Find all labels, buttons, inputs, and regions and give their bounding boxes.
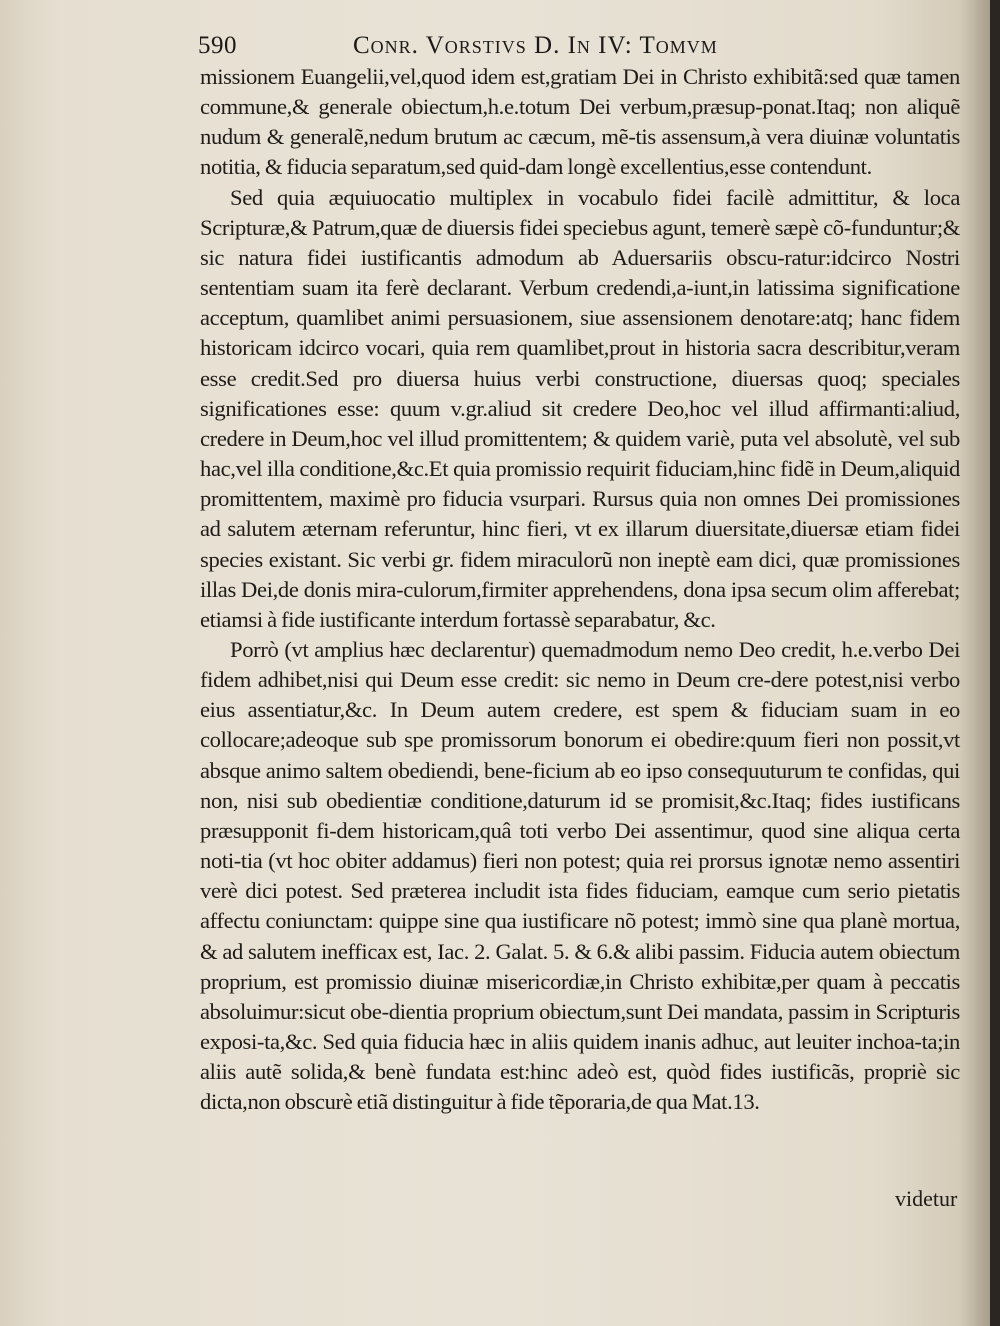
text-block [200,62,960,1117]
page-header [198,32,958,64]
running-title: Conr. Vorstivs D. In IV: Tomvm [353,32,718,59]
catchword: videtur [895,1186,958,1211]
paragraph-3: Porrò (vt amplius hæc declarentur) quemadmodum nemo Deo credit, h.e.verbo Dei fidem adhibet,nisi qui Deum esse credit: sic nemo in Deum cre-dere potest,nisi verbo eius assentiatur,&c. In Deum autem credere, est spem & fiduciam suam in eo collocare;adeoque sub spe promissorum bonorum ei obedire:quum fieri non possit,vt absque animo saltem obediendi, bene-ficium ab eo ipso consequuturum te confidas, qui non, nisi sub obedientiæ conditione,daturum id se promisit,&c.Itaq; fides iustificans præsupponit fi-dem historicam,quâ toti verbo Dei assentimur, quod sine aliqua certa noti-tia (vt hoc obiter addamus) fieri non potest; quia rei prorsus ignotæ nemo assentiri verè dici potest. Sed præterea includit ista fides fiduciam, eamque cum serio pietatis affectu coniunctam: quippe sine qua iustificare nõ potest; immò sine qua planè mortua, & ad salutem inefficax est, Iac. 2. Galat. 5. & 6.& alibi passim. Fiducia autem obiectum proprium, est promissio diuinæ misericordiæ,in Christo exhibitæ,per quam à peccatis absoluimur:sicut obe-dientia proprium obiectum,sunt Dei mandata, passim in Scripturis exposi-ta,&c. Sed quia fiducia hæc in aliis quidem inanis adhuc, aut leuiter inchoa-ta;in aliis autẽ solida,& benè fundata est:hinc adeò est, quòd fides iustificãs, propriè sic dicta,non obscurè etiã distinguitur à fide tẽporaria,de qua Mat.13. [200,636,960,1115]
paragraph-2: Sed quia æquiuocatio multiplex in vocabulo fidei facilè admittitur, & loca Scripturæ,& Patrum,quæ de diuersis fidei speciebus agunt, temerè sæpè cõ-funduntur;& sic natura fidei iustificantis admodum ab Aduersariis obscu-ratur:idcirco Nostri sententiam suam ita ferè declarant. Verbum credendi,a-iunt,in latissima significatione acceptum, quamlibet animi persuasionem, siue assensionem denotare:atq; hanc fidem historicam idcirco vocari, quia rem quamlibet,prout in historia sacra describitur,veram esse credit.Sed pro diuersa huius verbi constructione, diuersas quoq; speciales significationes esse: quum v.gr.aliud sit credere Deo,hoc vel illud affirmanti:aliud, credere in Deum,hoc vel illud promittentem; & quidem variè, puta vel absolutè, vel sub hac,vel illa conditione,&c.Et quia promissio requirit fiduciam,hinc fidẽ in Deum,aliquid promittentem, maximè pro fiducia vsurpari. Rursus quia non omnes Dei promissiones ad salutem æternam referuntur, hinc fieri, vt ex illarum diuersitate,diuersæ etiam fidei species existant. Sic verbi gr. fidem miraculorũ non ineptè eam dici, quæ promissiones illas Dei,de donis mira-culorum,firmiter apprehendens, dona ipsa secum olim afferebat; etiamsi à fide iustificante interdum fortassè separabatur, &c. [200,184,960,632]
page-number: 590 [198,32,237,59]
paragraph-1: missionem Euangelii,vel,quod idem est,gratiam Dei in Christo exhibitã:sed quæ tamen commune,& generale obiectum,h.e.totum Dei verbum,præsup-ponat.Itaq; non aliquẽ nudum & generalẽ,nedum brutum ac cæcum, mẽ-tis assensum,à vera diuinæ voluntatis notitia, & fiducia separatum,sed quid-dam longè excellentius,esse contendunt. [200,64,960,180]
